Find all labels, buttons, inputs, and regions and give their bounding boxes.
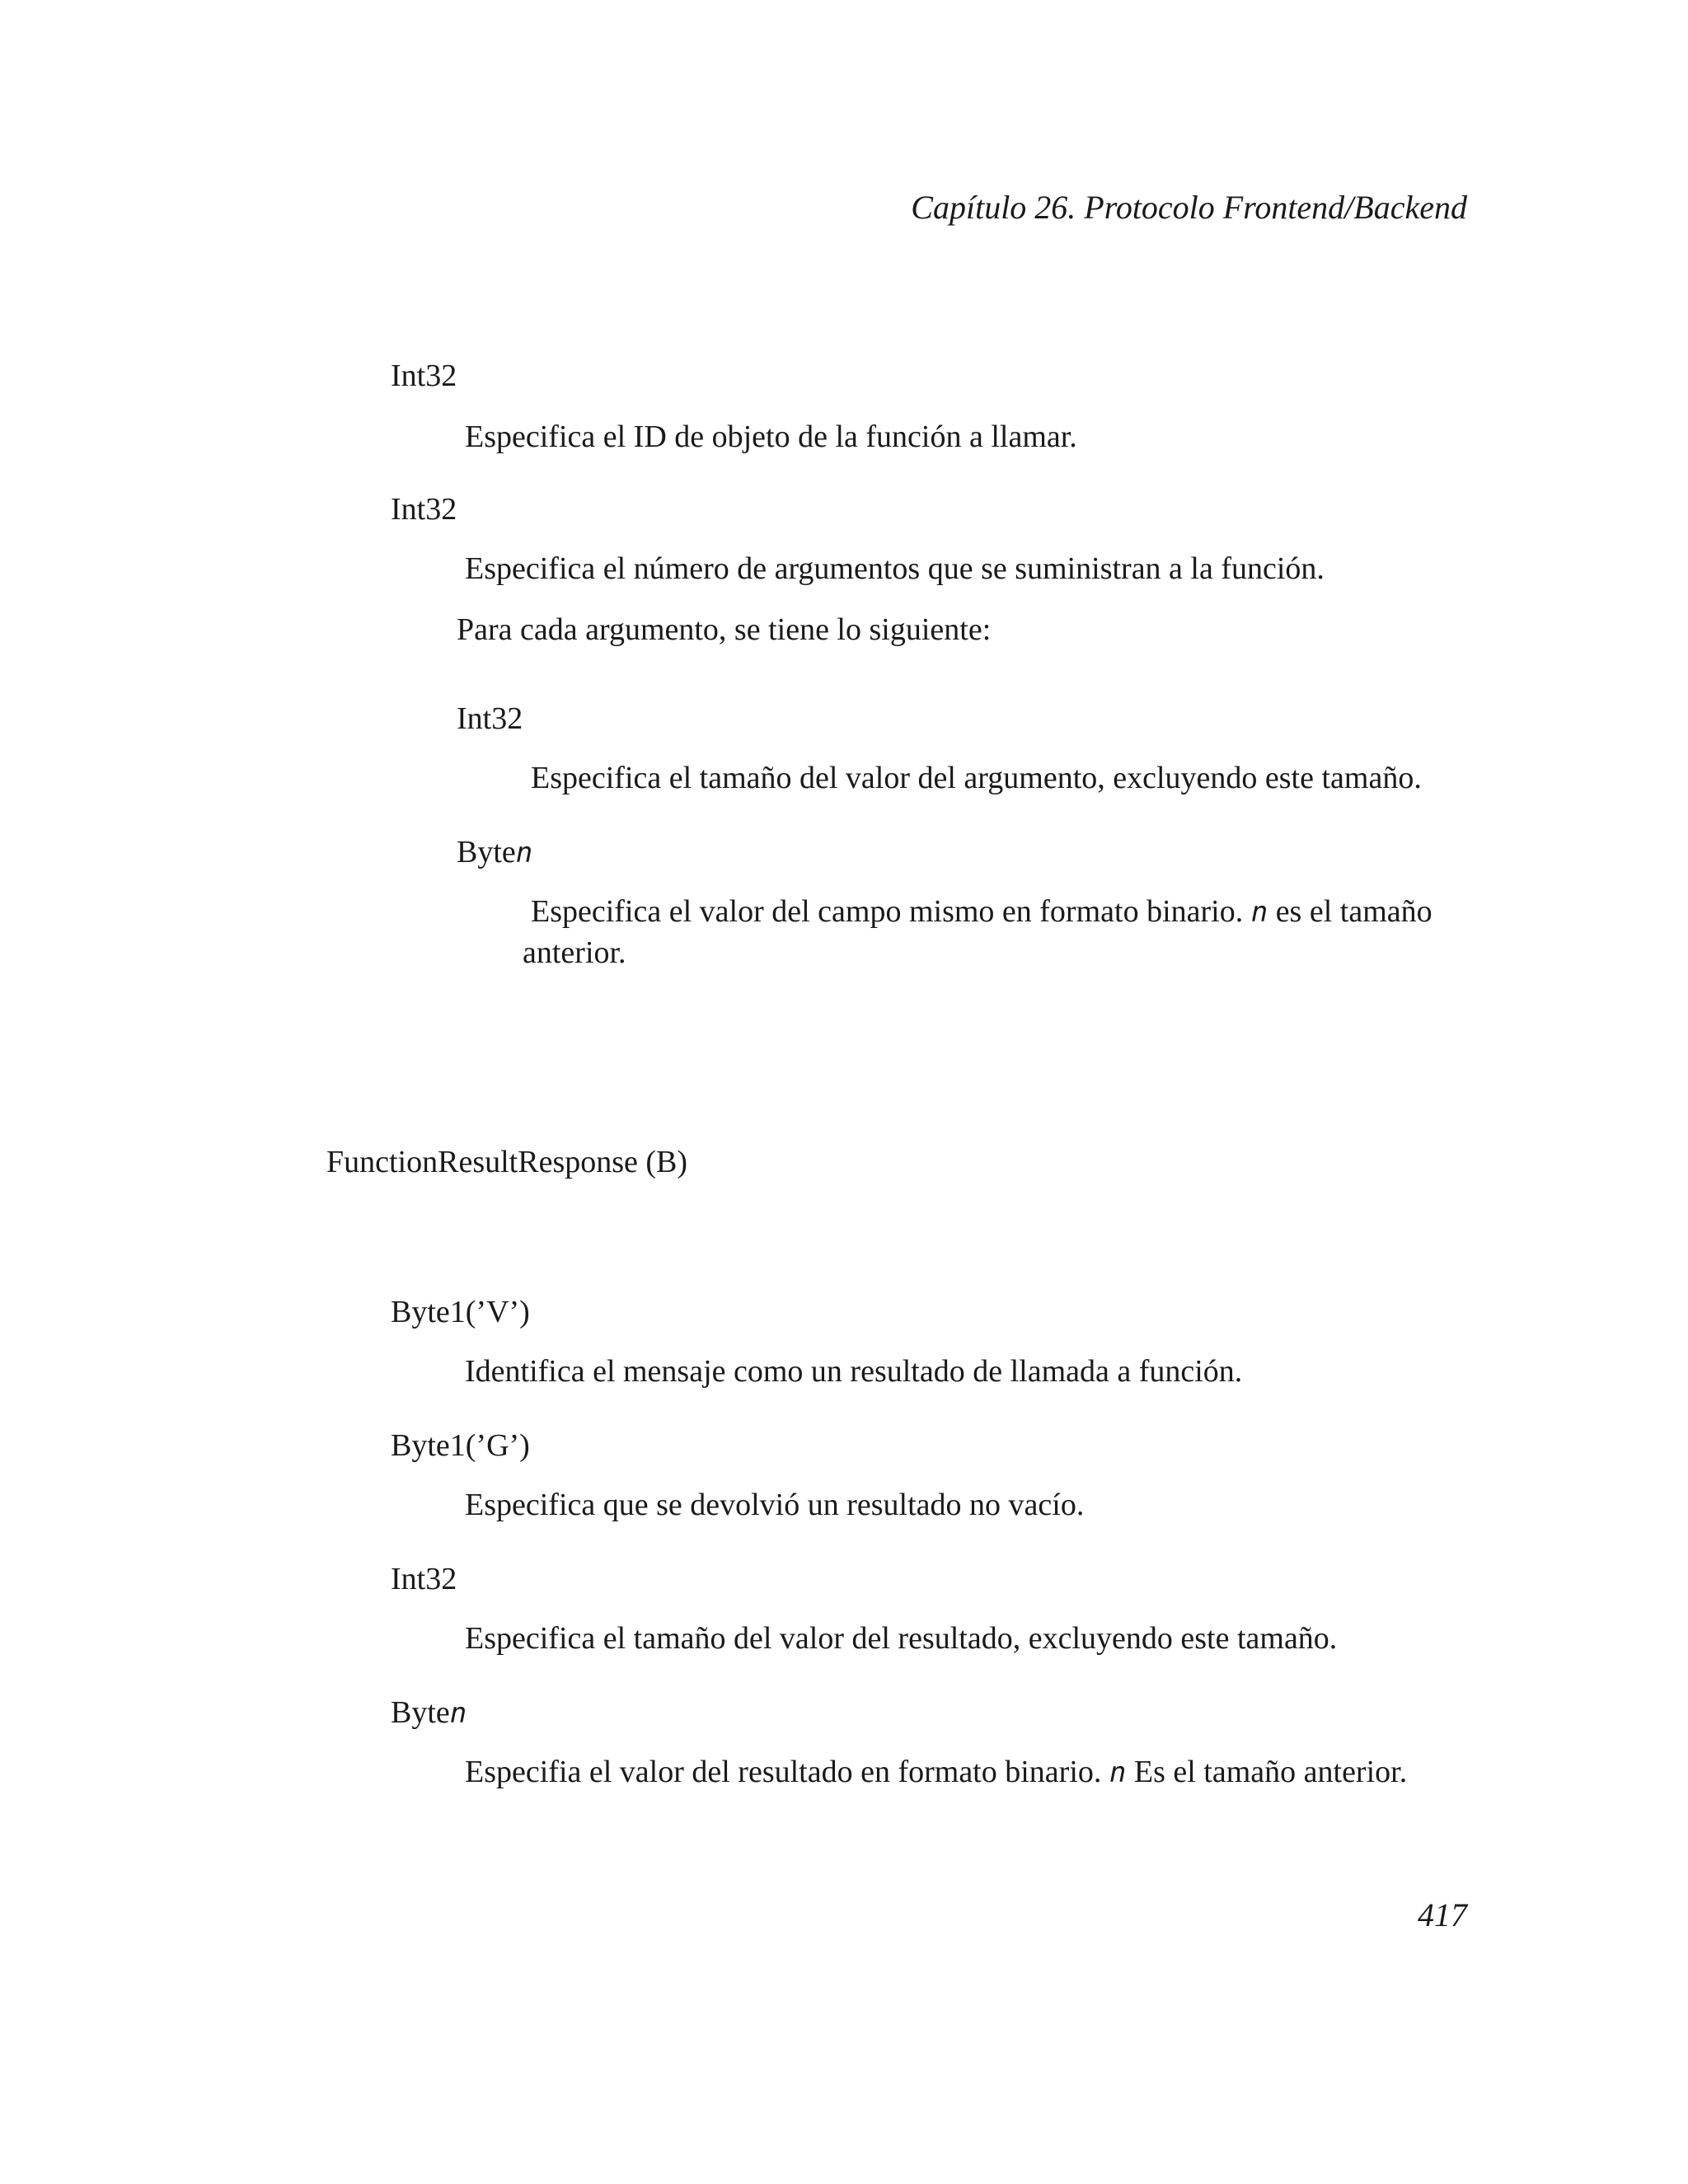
per-argument-intro: Para cada argumento, se tiene lo siguiente: [457, 612, 992, 647]
desc-before: Especifia el valor del resultado en formato binario. [465, 1755, 1102, 1789]
term-base: Byte [391, 1695, 450, 1730]
desc-byte1-g: Especifica que se devolvió un resultado no vacío. [465, 1488, 1085, 1522]
running-header: Capítulo 26. Protocolo Frontend/Backend [911, 189, 1467, 226]
term-variable: n [449, 1697, 467, 1730]
term-base: Byte [457, 835, 516, 869]
desc-variable: n [1250, 896, 1268, 929]
desc-result-value [465, 1750, 1407, 1794]
desc-byte1-v: Identifica el mensaje como un resultado de llamada a función. [465, 1354, 1243, 1389]
desc-arg-size: Especifica el tamaño del valor del argumento, excluyendo este tamaño. [531, 761, 1422, 795]
desc-after: es el tamaño [1275, 894, 1432, 929]
term-int32-result-size: Int32 [391, 1562, 457, 1596]
page-number: 417 [1418, 1896, 1467, 1933]
desc-before: Especifica el valor del campo mismo en formato binario. [531, 894, 1244, 929]
term-variable: n [515, 837, 533, 869]
desc-arg-count: Especifica el número de argumentos que se suministran a la función. [465, 551, 1325, 586]
desc-arg-value-line2: anterior. [523, 935, 626, 970]
desc-function-id: Especifica el ID de objeto de la función a llamar. [465, 419, 1077, 454]
desc-arg-value-line1 [531, 890, 1432, 934]
term-byten-arg-value [457, 831, 532, 874]
term-byte1-v: Byte1(’V’) [391, 1295, 530, 1329]
desc-result-size: Especifica el tamaño del valor del resultado, excluyendo este tamaño. [465, 1621, 1338, 1656]
section-title: FunctionResultResponse (B) [326, 1145, 688, 1179]
term-int32-arg-size: Int32 [457, 701, 523, 736]
term-byte1-g: Byte1(’G’) [391, 1428, 530, 1463]
desc-after: Es el tamaño anterior. [1133, 1755, 1408, 1789]
term-int32-function-id: Int32 [391, 359, 457, 393]
term-int32-arg-count: Int32 [391, 492, 457, 527]
term-byten-result-value [391, 1691, 467, 1735]
desc-variable: n [1109, 1756, 1127, 1789]
